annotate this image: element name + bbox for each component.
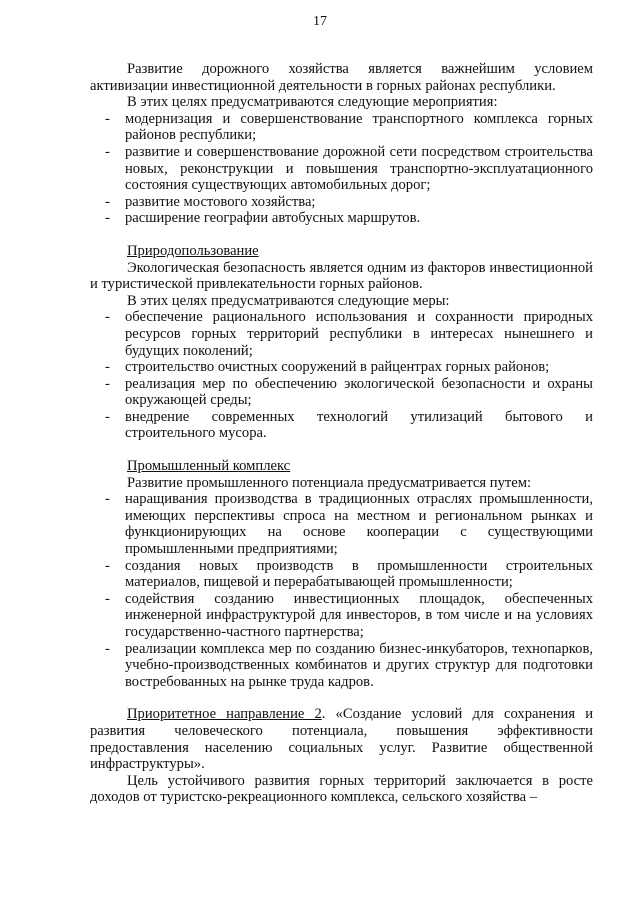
road-measures-list bbox=[90, 111, 593, 227]
list-item: - реализации комплекса мер по созданию бизнес-инкубаторов, технопарков, учебно-производственных комбинатов и других структур для подготовки востребованных на рынке труда кадров. bbox=[90, 641, 593, 691]
road-lead: В этих целях предусматриваются следующие мероприятия: bbox=[127, 94, 498, 111]
list-item: - развитие и совершенствование дорожной сети посредством строительства новых, реконструкции и повышения транспортно-эксплуатационного состояния существующих автомобильных дорог; bbox=[90, 144, 593, 194]
section-heading bbox=[90, 243, 593, 260]
nature-intro: Экологическая безопасность является одним из факторов инвестиционной и туристической привлекательности горных районов. bbox=[90, 259, 593, 293]
list-item: - расширение географии автобусных маршрутов. bbox=[90, 210, 593, 227]
nature-measures-list bbox=[90, 309, 593, 442]
priority-label: Приоритетное направление 2 bbox=[127, 706, 322, 723]
list-item: - наращивания производства в традиционных отраслях промышленности, имеющих перспективы спроса на местном и региональном рынках и функционирующих на основе кооперации с существующими промышленными предприятиями; bbox=[90, 491, 593, 557]
road-intro: Развитие дорожного хозяйства является важнейшим условием активизации инвестиционной деятельности в горных районах республики. bbox=[90, 61, 593, 94]
priority-next-paragraph: Цель устойчивого развития горных территорий заключается в росте доходов от туристско-рекреационного комплекса, сельского хозяйства – bbox=[90, 772, 593, 806]
list-item: - реализация мер по обеспечению экологической безопасности и охраны окружающей среды; bbox=[90, 376, 593, 409]
list-item: - строительство очистных сооружений в райцентрах горных районов; bbox=[90, 359, 593, 376]
page-body bbox=[90, 61, 593, 806]
list-item: - содействия созданию инвестиционных площадок, обеспеченных инженерной инфраструктурой для инвесторов, в том числе и на условиях государственно-частного партнерства; bbox=[90, 591, 593, 641]
list-item: - обеспечение рационального использования и сохранности природных ресурсов горных территорий республики в интересах нынешнего и будущих поколений; bbox=[90, 309, 593, 359]
priority-paragraph bbox=[90, 706, 593, 772]
nature-lead: В этих целях предусматриваются следующие меры: bbox=[127, 292, 450, 309]
industry-heading: Промышленный комплекс bbox=[127, 458, 291, 475]
nature-heading: Природопользование bbox=[127, 242, 259, 259]
list-item: - модернизация и совершенствование транспортного комплекса горных районов республики; bbox=[90, 111, 593, 144]
industry-measures-list bbox=[90, 491, 593, 690]
industry-lead: Развитие промышленного потенциала предусматривается путем: bbox=[127, 474, 532, 491]
section-heading bbox=[90, 458, 593, 475]
priority-text: . «Создание условий для сохранения и развития человеческого потенциала, повышения эффективности предоставления населению социальных услуг. Развитие общественной инфраструктуры». bbox=[90, 706, 594, 773]
list-item: - развитие мостового хозяйства; bbox=[90, 194, 593, 211]
list-item: - создания новых производств в промышленности строительных материалов, пищевой и перерабатывающей промышленности; bbox=[90, 558, 593, 591]
page-number: 17 bbox=[313, 14, 327, 29]
list-item: - внедрение современных технологий утилизаций бытового и строительного мусора. bbox=[90, 409, 593, 442]
